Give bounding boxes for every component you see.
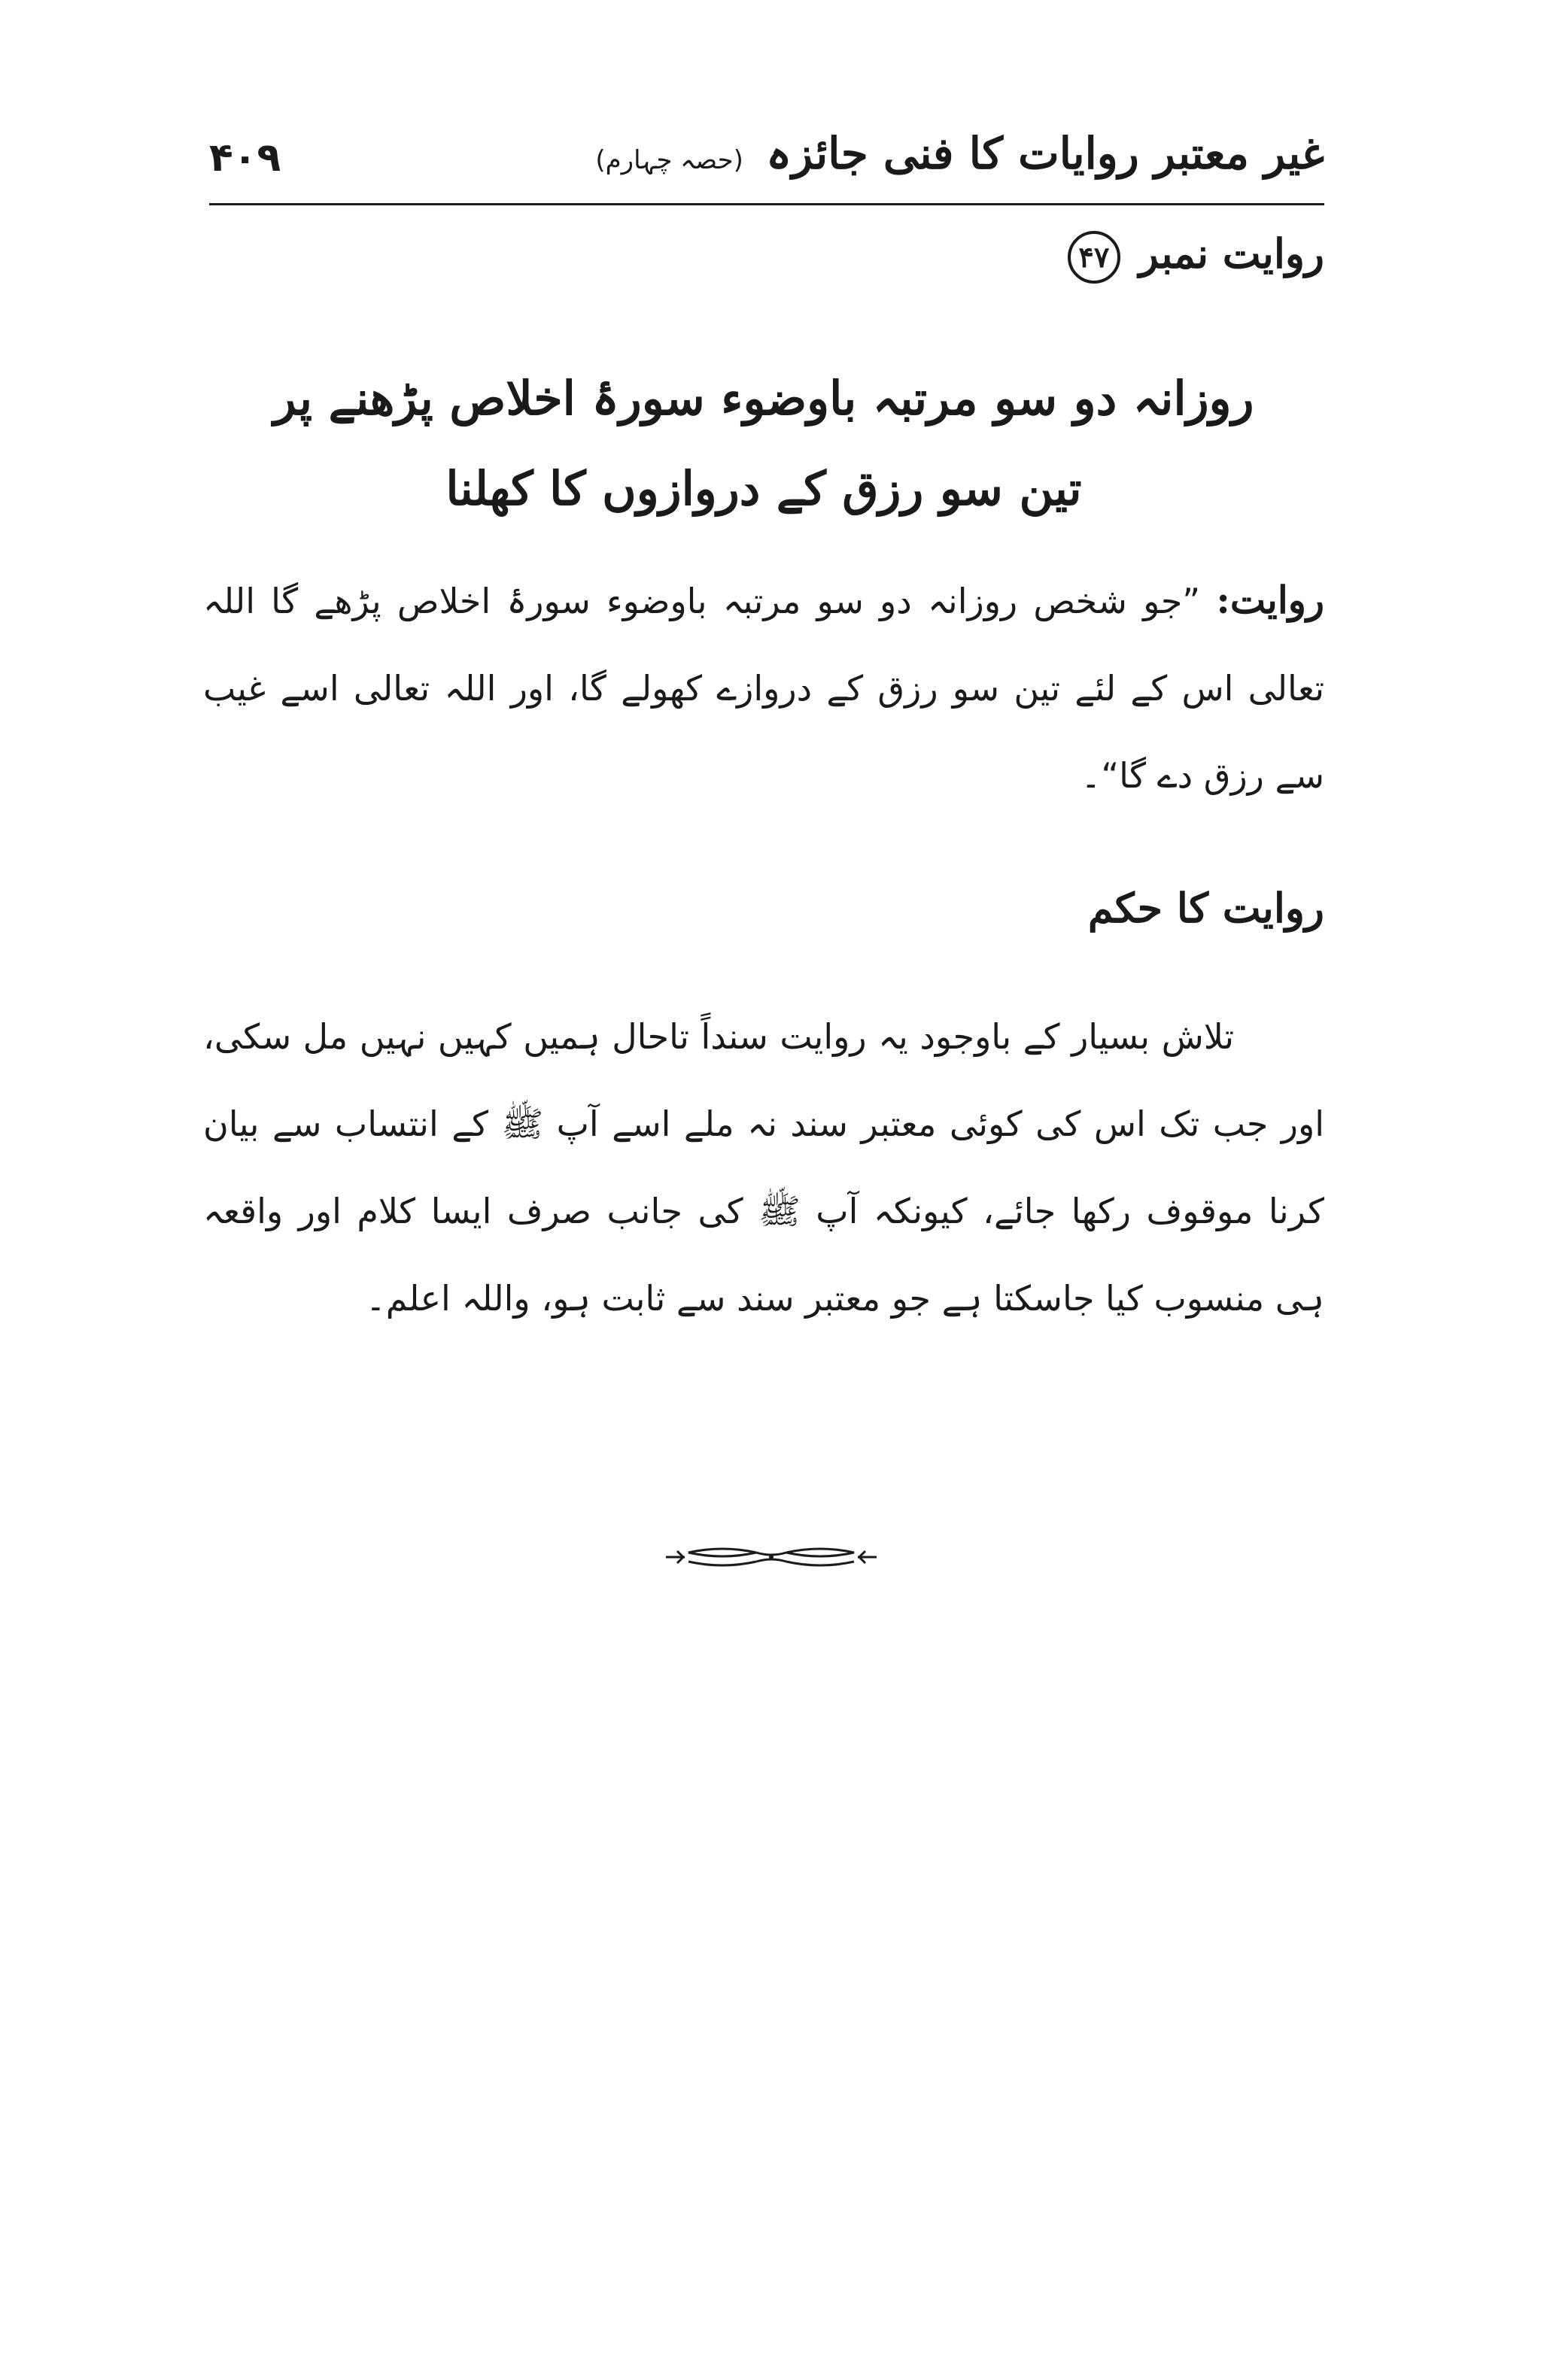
riwayat-number-label: روایت نمبر [1138, 229, 1324, 278]
riwayat-number-badge: ۴۷ [1068, 231, 1120, 284]
hukm-paragraph: تلاش بسیار کے باوجود یہ روایت سنداً تاحال ہمیں کہیں نہیں مل سکی، اور جب تک اس کی کوئی معتبر سند نہ ملے اسے آپ ﷺ کے انتساب سے بیان کرنا موقوف رکھا جائے، کیونکہ آپ ﷺ کی جانب صرف ایسا کلام اور واقعہ ہی منسوب کیا جاسکتا ہے جو معتبر سند سے ثابت ہو، واللہ اعلم۔ [203, 1016, 1324, 1319]
riwayat-paragraph [203, 557, 1324, 819]
page-number: ۴۰۹ [209, 135, 281, 181]
main-title-line-2: تین سو رزق کے دروازوں کا کھلنا [445, 461, 1082, 516]
book-title [595, 128, 1324, 179]
ornament-divider-icon [662, 1535, 880, 1580]
riwayat-label: روایت: [1216, 578, 1325, 622]
main-title [203, 354, 1324, 534]
riwayat-text: ”جو شخص روزانہ دو سو مرتبہ باوضوء سورۂ اخلاص پڑھے گا اللہ تعالی اس کے لئے تین سو رزق کے دروازے کھولے گا، اور اللہ تعالی اسے غیب سے رزق دے گا“۔ [203, 581, 1324, 796]
page-header [209, 120, 1324, 203]
book-part-label: (حصہ چہارم) [595, 145, 743, 175]
book-title-text: غیر معتبر روایات کا فنی جائزہ [766, 128, 1324, 179]
riwayat-number-heading [203, 229, 1324, 284]
header-divider [209, 203, 1324, 205]
hukm-heading: روایت کا حکم [1087, 884, 1324, 932]
main-title-line-1: روزانہ دو سو مرتبہ باوضوء سورۂ اخلاص پڑھنے پر [273, 371, 1254, 426]
